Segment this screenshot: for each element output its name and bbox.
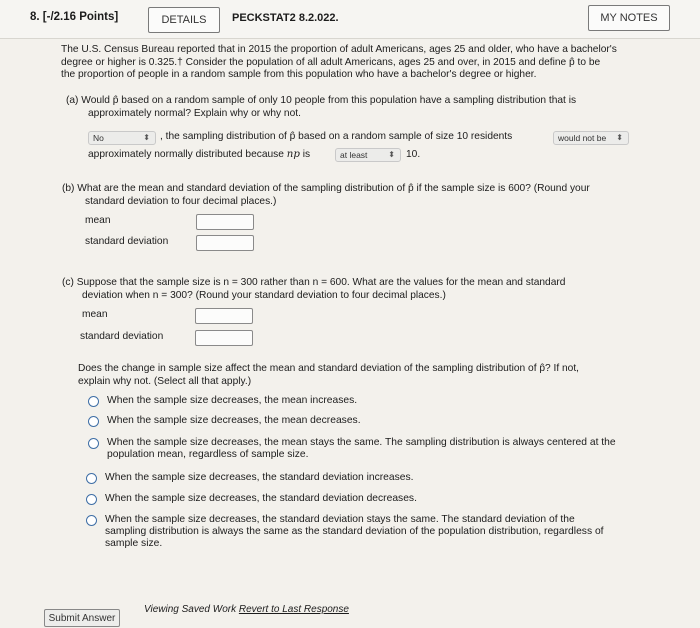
part-c-sd-input[interactable] [195, 330, 253, 346]
part-b-sd-input[interactable] [196, 235, 254, 251]
chevron-updown-icon: ⬍ [143, 133, 150, 142]
part-a-sentence-1: , the sampling distribution of p̂ based on a random sample of size 10 residents [160, 131, 513, 142]
part-c-mean-label: mean [82, 309, 108, 320]
would-select[interactable]: would not be ⬍ [553, 131, 629, 145]
question-number: 8. [-/2.16 Points] [30, 11, 119, 23]
submit-answer-button[interactable]: Submit Answer [44, 609, 120, 627]
revert-link[interactable]: Revert to Last Response [238, 604, 349, 615]
part-b-question: (b) What are the mean and standard deviation of the sampling distribution of p̂ if the sample size is 600? (Round your standard deviation to four decimal places.) [62, 183, 590, 207]
option-mean-decreases[interactable]: When the sample size decreases, the mean decreases. [88, 415, 361, 427]
checkbox-circle[interactable] [88, 396, 99, 407]
details-button[interactable]: DETAILS [148, 7, 220, 33]
part-a-threshold: 10. [406, 149, 421, 160]
yes-no-select[interactable]: No ⬍ [88, 131, 156, 145]
chevron-updown-icon: ⬍ [616, 133, 623, 142]
checkbox-circle[interactable] [86, 515, 97, 526]
part-b-mean-label: mean [85, 215, 111, 226]
option-mean-increases[interactable]: When the sample size decreases, the mean increases. [88, 395, 357, 407]
part-c-question: (c) Suppose that the sample size is n = 300 rather than n = 600. What are the values for the mean and standard deviation when n = 300? (Round your standard deviation to four decimal places.) [62, 277, 566, 301]
checkbox-circle[interactable] [86, 494, 97, 505]
part-c-mean-input[interactable] [195, 308, 253, 324]
option-sd-same[interactable]: When the sample size decreases, the standard deviation stays the same. The standard deviation of the sampling distribution is always the same as the standard deviation of the population distribution, regardless of sample size. [86, 514, 604, 550]
question-header [0, 0, 700, 39]
option-sd-increases[interactable]: When the sample size decreases, the standard deviation increases. [86, 472, 414, 484]
comparison-select[interactable]: at least ⬍ [335, 148, 401, 162]
part-b-mean-input[interactable] [196, 214, 254, 230]
part-a-sentence-2: approximately normally distributed because np is [88, 149, 311, 160]
checkbox-circle[interactable] [88, 438, 99, 449]
intro-text: The U.S. Census Bureau reported that in 2015 the proportion of adult Americans, ages 25 and older, who have a bachelor's degree or higher is 0.325.† Consider the population of all adult Americans, ages 25 and over, in 2015 and define p̂ to be the proportion of people in a random sample from this population who have a bachelor's degree or higher. [61, 44, 617, 80]
option-sd-decreases[interactable]: When the sample size decreases, the standard deviation decreases. [86, 493, 417, 505]
checkbox-circle[interactable] [88, 416, 99, 427]
part-c-sd-label: standard deviation [80, 331, 164, 342]
part-a-question: (a) Would p̂ based on a random sample of only 10 people from this population have a sampling distribution that is approximately normal? Explain why or why not. [66, 95, 577, 119]
checkbox-circle[interactable] [86, 473, 97, 484]
question-id: PECKSTAT2 8.2.022. [232, 12, 339, 24]
part-c-followup: Does the change in sample size affect the mean and standard deviation of the sampling distribution of p̂? If not, explain why not. (Select all that apply.) [78, 363, 580, 387]
part-b-sd-label: standard deviation [85, 236, 169, 247]
viewing-saved-work: Viewing Saved Work Revert to Last Response [144, 604, 349, 615]
option-mean-same[interactable]: When the sample size decreases, the mean stays the same. The sampling distribution is always centered at the population mean, regardless of sample size. [88, 437, 616, 461]
my-notes-button[interactable]: MY NOTES [588, 5, 670, 31]
chevron-updown-icon: ⬍ [388, 150, 395, 159]
